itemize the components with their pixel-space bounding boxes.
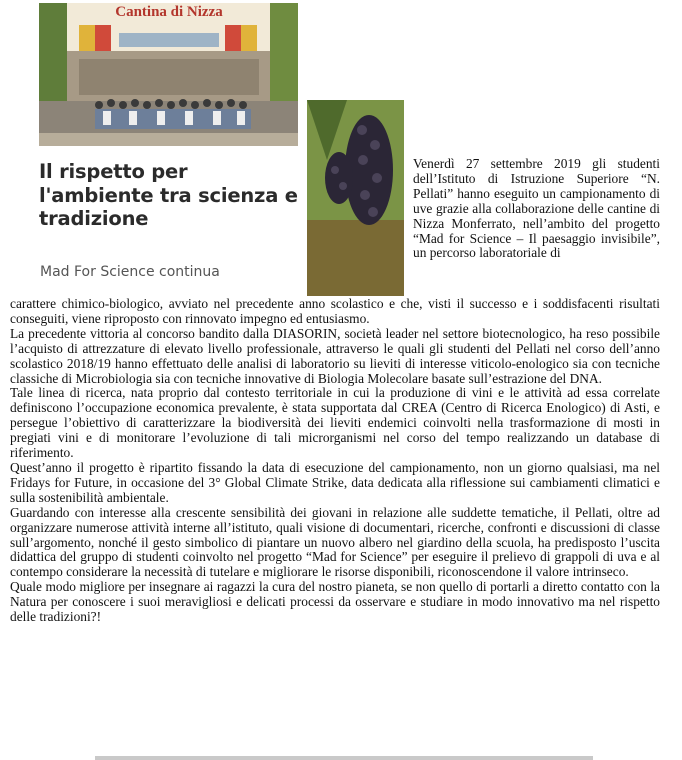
intro-paragraph: Venerdì 27 settembre 2019 gli studenti dell’Istituto di Istruzione Superiore “N. Pellati” hanno eseguito un campionamento di uve grazie alla collaborazione delle cantine di Nizza Monferrato, nell’ambito del progetto “Mad for Science – Il paesaggio invisibile”, un percorso laboratoriale di (413, 156, 660, 261)
winery-sign-text: Cantina di Nizza (115, 4, 223, 20)
winery-photo-art (39, 3, 298, 146)
body-paragraph: Guardando con interesse alla crescente sensibilità dei giovani in relazione alle suddette tematiche, il Pellati, oltre ad organizzare numerose attività interne all’istituto, quali visione di documentari, ricerche, confronti e discussioni di classe sull’argomento, nonché il gesto simbolico di piantare un nuovo albero nel giardino della scuola, ha predisposto l’uscita didattica del gruppo di studenti coinvolto nel progetto “Mad for Science” per eseguire il prelievo di grappoli di uva e al contempo considerare la necessità di tutelare e migliorare le risorse disponibili, riconoscendone il valore intrinseco. (10, 504, 660, 580)
article-subheading: Mad For Science continua (40, 264, 220, 280)
grapes-photo-art (307, 100, 404, 296)
grapes-photo (307, 100, 404, 296)
next-image-edge (95, 756, 593, 760)
body-paragraph: Quest’anno il progetto è ripartito fissando la data di esecuzione del campionamento, non un giorno qualsiasi, ma nel Fridays for Future, in occasione del 3° Global Climate Strike, data dedicata alla riflessione sui cambiamenti climatici e sulla sostenibilità ambientale. (10, 459, 660, 505)
article-headline: Il rispetto per l'ambiente tra scienza e tradizione (39, 160, 298, 230)
body-paragraph: carattere chimico-biologico, avviato nel precedente anno scolastico e che, visti il successo e i soddisfacenti risultati conseguiti, viene riproposto con rinnovato impegno ed entusiasmo. (10, 296, 660, 326)
body-paragraph: Tale linea di ricerca, nata proprio dal contesto territoriale in cui la produzione di vini e le attività ad essa correlate definiscono l’occupazione economica prevalente, è stata supportata dal CREA (Centro di Ricerca Enologico) di Asti, e persegue l’obiettivo di caratterizzare la biodiversità dei lieviti endemici coinvolti nella trasformazione di mosti in pregiati vini e di monitorare l’evoluzione di tali microrganismi nel corso del tempo realizzando un database di riferimento. (10, 385, 660, 461)
winery-photo (39, 3, 298, 146)
body-paragraph: Quale modo migliore per insegnare ai ragazzi la cura del nostro pianeta, se non quello di portarli a diretto contatto con la Natura per conoscere i suoi meravigliosi e delicati processi da osservare e studiare in modo innovativo ma nel rispetto delle tradizioni?! (10, 579, 660, 625)
body-paragraph: La precedente vittoria al concorso bandito dalla DIASORIN, società leader nel settore biotecnologico, ha reso possibile l’acquisto di attrezzature di elevato livello professionale, attraverso le quali gli studenti del Pellati nel corso dell’anno scolastico 2018/19 hanno effettuato delle analisi di laboratorio su lieviti di interesse viticolo-enologico sia con tecniche classiche di Microbiologia sia con tecniche innovative di Biologia Molecolare basate sull’estrazione del DNA. (10, 325, 660, 386)
article-body (10, 297, 660, 625)
article-intro (413, 157, 660, 261)
